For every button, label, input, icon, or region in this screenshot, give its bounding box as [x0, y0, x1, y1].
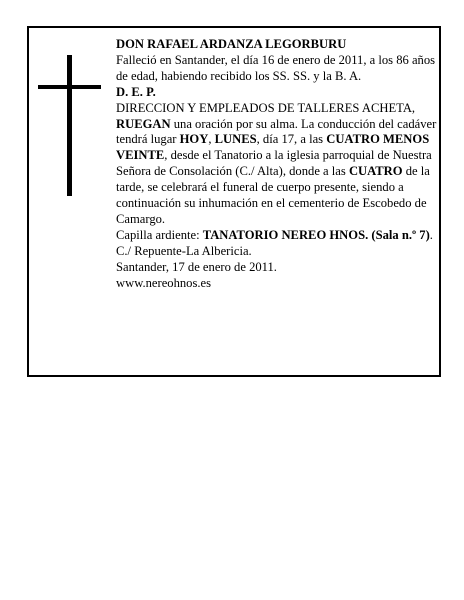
notice-text — [116, 37, 440, 292]
chapel-label: Capilla ardiente: — [116, 227, 203, 242]
obituary-notice — [27, 26, 441, 377]
website-link[interactable]: www.nereohnos.es — [116, 275, 212, 290]
date-line: Santander, 17 de enero de 2011. — [116, 259, 277, 274]
request-text-3: , día 17, a las — [256, 132, 327, 147]
chapel-line — [116, 228, 440, 260]
chapel-room: (Sala n.º 7) — [371, 227, 430, 242]
chapel-address: . C./ Repuente-La Albericia. — [116, 227, 433, 258]
chapel-venue: TANATORIO NEREO HNOS. — [202, 227, 369, 242]
funeral-request — [116, 117, 440, 228]
deceased-name: DON RAFAEL ARDANZA LEGORBURU — [116, 37, 347, 51]
request-text-5: de la tarde, se celebrará el funeral de cuerpo presente, siendo a continuación su inhumación en el cementerio de Escobedo de Camargo. — [116, 164, 430, 226]
request-hoy: HOY — [179, 132, 209, 147]
request-time: CUATRO MENOS VEINTE — [116, 132, 430, 163]
rip-line: D. E. P. — [116, 84, 156, 99]
request-funeral-time: CUATRO — [348, 164, 403, 179]
request-text-4: , desde el Tanatorio a la iglesia parroquial de Nuestra Señora de Consolación (C./ Alta), donde a las — [116, 148, 432, 179]
request-text-1: una oración por su alma. La conducción del cadáver tendrá lugar — [116, 116, 437, 147]
death-info: Falleció en Santander, el día 16 de enero de 2011, a los 86 años de edad, habiendo recibido los SS. SS. y la B. A. — [116, 52, 436, 83]
request-ruegan: RUEGAN — [116, 116, 171, 131]
request-lunes: LUNES — [214, 132, 257, 147]
request-text-2: , — [208, 132, 215, 147]
cross-horizontal-bar — [38, 85, 101, 89]
company-line: DIRECCION Y EMPLEADOS DE TALLERES ACHETA, — [116, 100, 416, 115]
cross-vertical-bar — [67, 55, 72, 196]
